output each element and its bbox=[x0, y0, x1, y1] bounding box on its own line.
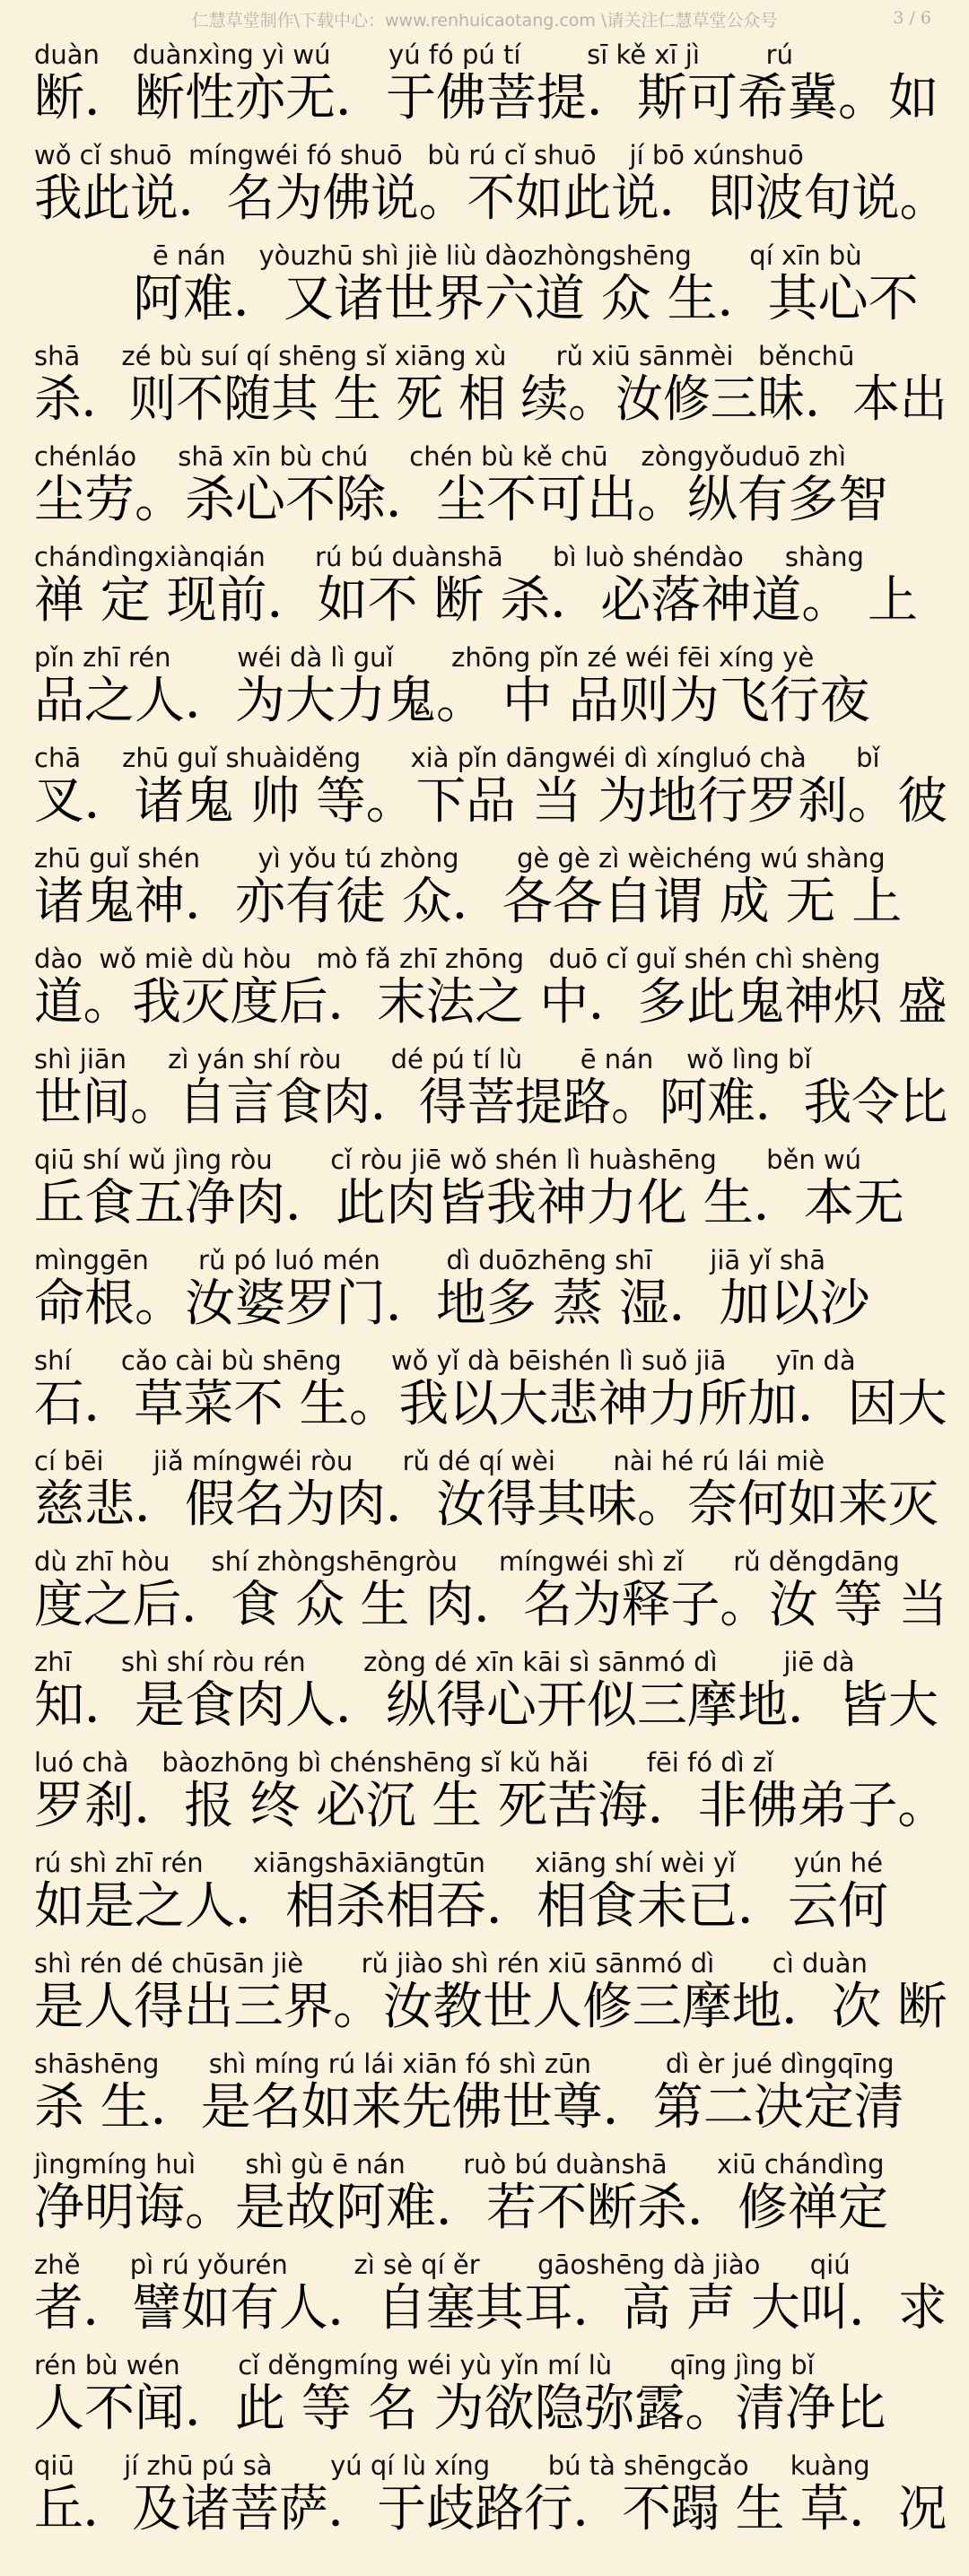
text-line bbox=[0, 640, 969, 741]
hanzi-row: 命根。汝婆罗门．地多 蒸 湿．加以沙 bbox=[34, 1275, 870, 1333]
hanzi-row: 道。我灭度后．末法之 中．多此鬼神炽 盛 bbox=[34, 973, 947, 1031]
hanzi-row: 世间。自言食肉．得菩提路。阿难．我令比 bbox=[34, 1074, 948, 1132]
hanzi-row: 丘．及诸菩萨．于歧路行．不蹋 生 草．况 bbox=[34, 2480, 947, 2538]
text-line bbox=[0, 2449, 969, 2549]
sutra-text-body bbox=[0, 38, 969, 2549]
page-header bbox=[0, 0, 969, 39]
pinyin-row: ē nán yòuzhū shì jiè liù dàozhòngshēng qí xīn bù bbox=[153, 240, 862, 271]
text-line bbox=[0, 1444, 969, 1545]
pinyin-row: zhī shì shí ròu rén zòng dé xīn kāi sì sānmó dì jiē dà bbox=[34, 1647, 855, 1677]
pinyin-row: shì rén dé chūsān jiè rǔ jiào shì rén xiū sānmó dì cì duàn bbox=[34, 1948, 868, 1979]
hanzi-row: 叉．诸鬼 帅 等。下品 当 为地行罗刹。彼 bbox=[34, 772, 948, 831]
hanzi-row: 尘劳。杀心不除．尘不可出。纵有多智 bbox=[34, 471, 888, 529]
pinyin-row: mìnggēn rǔ pó luó mén dì duōzhēng shī jiā yǐ shā bbox=[34, 1245, 826, 1275]
text-line bbox=[0, 439, 969, 540]
text-line bbox=[0, 2147, 969, 2248]
pinyin-row: wǒ cǐ shuō míngwéi fó shuō bù rú cǐ shuō jí bō xúnshuō bbox=[34, 140, 804, 170]
pinyin-row: qiū shí wǔ jìng ròu cǐ ròu jiē wǒ shén lì huàshēng běn wú bbox=[34, 1144, 862, 1175]
pinyin-row: chā zhū guǐ shuàiděng xià pǐn dāngwéi dì xíngluó chà bǐ bbox=[34, 743, 880, 773]
hanzi-row: 净明诲。是故阿难．若不断杀．修禅定 bbox=[34, 2179, 888, 2237]
hanzi-row: 度之后．食 众 生 肉．名为释子。汝 等 当 bbox=[34, 1576, 948, 1634]
hanzi-row: 是人得出三界。汝教世人修三摩地．次 断 bbox=[34, 1978, 947, 2036]
hanzi-row: 慈悲．假名为肉．汝得其味。奈何如来灭 bbox=[34, 1475, 938, 1534]
pinyin-row: shāshēng shì míng rú lái xiān fó shì zūn dì èr jué dìngqīng bbox=[34, 2049, 895, 2079]
pinyin-row: shì jiān zì yán shí ròu dé pú tí lù ē nán wǒ lìng bǐ bbox=[34, 1044, 812, 1075]
pinyin-row: chénláo shā xīn bù chú chén bù kě chū zòngyǒuduō zhì bbox=[34, 441, 846, 472]
text-line bbox=[0, 138, 969, 239]
text-line bbox=[0, 841, 969, 942]
hanzi-row: 者．譬如有人．自塞其耳．高 声 大叫．求 bbox=[34, 2279, 947, 2337]
pinyin-row: shā zé bù suí qí shēng sǐ xiāng xù rǔ xiū sānmèi běnchū bbox=[34, 341, 855, 371]
pinyin-row: jìngmíng huì shì gù ē nán ruò bú duànshā xiū chándìng bbox=[34, 2149, 885, 2180]
pinyin-row: dào wǒ miè dù hòu mò fǎ zhī zhōng duō cǐ guǐ shén chì shèng bbox=[34, 944, 881, 974]
pinyin-row: duàn duànxìng yì wú yú fó pú tí sī kě xī jì rú bbox=[34, 39, 793, 70]
text-line bbox=[0, 1745, 969, 1846]
hanzi-row: 阿难．又诸世界六道 众 生．其心不 bbox=[133, 270, 919, 328]
pinyin-row: shí cǎo cài bù shēng wǒ yǐ dà bēishén lì suǒ jiā yīn dà bbox=[34, 1345, 856, 1376]
pinyin-row: chándìngxiànqián rú bú duànshā bì luò shéndào shàng bbox=[34, 542, 864, 572]
page-number: 3 / 6 bbox=[893, 8, 931, 28]
hanzi-row: 人不闻．此 等 名 为欲隐弥露。清净比 bbox=[34, 2380, 886, 2438]
pinyin-row: luó chà bàozhōng bì chénshēng sǐ kǔ hǎi fēi fó dì zǐ bbox=[34, 1747, 774, 1778]
hanzi-row: 知．是食肉人．纵得心开似三摩地．皆大 bbox=[34, 1676, 938, 1735]
pinyin-row: dù zhī hòu shí zhòngshēngròu míngwéi shì zǐ rǔ děngdāng bbox=[34, 1546, 900, 1577]
hanzi-row: 断．断性亦无．于佛菩提．斯可希冀。如 bbox=[34, 69, 938, 127]
pinyin-row: zhū guǐ shén yì yǒu tú zhòng gè gè zì wèichéng wú shàng bbox=[34, 843, 886, 874]
text-line bbox=[0, 239, 969, 339]
pinyin-row: cí bēi jiǎ míngwéi ròu rǔ dé qí wèi nài hé rú lái miè bbox=[34, 1446, 825, 1476]
hanzi-row: 品之人．为大力鬼。 中 品则为飞行夜 bbox=[34, 672, 870, 730]
pinyin-row: zhě pì rú yǒurén zì sè qí ěr gāoshēng dà jiào qiú bbox=[34, 2250, 851, 2280]
header-watermark-text: 仁慧草堂制作\下载中心：www.renhuicaotang.com \请关注仁慧草堂公众号 bbox=[191, 11, 778, 30]
text-line bbox=[0, 540, 969, 640]
hanzi-row: 禅 定 现前．如不 断 杀．必落神道。 上 bbox=[34, 571, 919, 630]
hanzi-row: 诸鬼神．亦有徒 众．各各自谓 成 无 上 bbox=[34, 873, 903, 931]
pinyin-row: rén bù wén cǐ děngmíng wéi yù yǐn mí lù qīng jìng bǐ bbox=[34, 2350, 815, 2380]
text-line bbox=[0, 2047, 969, 2147]
text-line bbox=[0, 1645, 969, 1745]
hanzi-row: 丘食五净肉．此肉皆我神力化 生．本无 bbox=[34, 1174, 904, 1232]
text-line bbox=[0, 942, 969, 1042]
text-line bbox=[0, 1545, 969, 1645]
text-line bbox=[0, 1243, 969, 1344]
text-line bbox=[0, 339, 969, 439]
text-line bbox=[0, 741, 969, 841]
hanzi-row: 杀．则不随其 生 死 相 续。汝修三昧．本出 bbox=[34, 370, 947, 429]
text-line bbox=[0, 38, 969, 138]
text-line bbox=[0, 1042, 969, 1143]
pinyin-row: qiū jí zhū pú sà yú qí lù xíng bú tà shēngcǎo kuàng bbox=[34, 2450, 870, 2481]
pinyin-row: rú shì zhī rén xiāngshāxiāngtūn xiāng shí wèi yǐ yún hé bbox=[34, 1848, 883, 1878]
hanzi-row: 罗刹．报 终 必沉 生 死苦海．非佛弟子。 bbox=[34, 1777, 948, 1835]
text-line bbox=[0, 1143, 969, 1243]
text-line bbox=[0, 2248, 969, 2348]
text-line bbox=[0, 1946, 969, 2047]
hanzi-row: 我此说．名为佛说。不如此说．即波旬说。 bbox=[34, 170, 948, 228]
hanzi-row: 石．草菜不 生。我以大悲神力所加．因大 bbox=[34, 1375, 947, 1433]
pinyin-row: pǐn zhī rén wéi dà lì guǐ zhōng pǐn zé wéi fēi xíng yè bbox=[34, 642, 815, 673]
hanzi-row: 杀 生．是名如来先佛世尊．第二决定清 bbox=[34, 2078, 904, 2137]
text-line bbox=[0, 1344, 969, 1444]
text-line bbox=[0, 1846, 969, 1946]
text-line bbox=[0, 2348, 969, 2449]
hanzi-row: 如是之人．相杀相吞．相食未已．云何 bbox=[34, 1877, 888, 1936]
